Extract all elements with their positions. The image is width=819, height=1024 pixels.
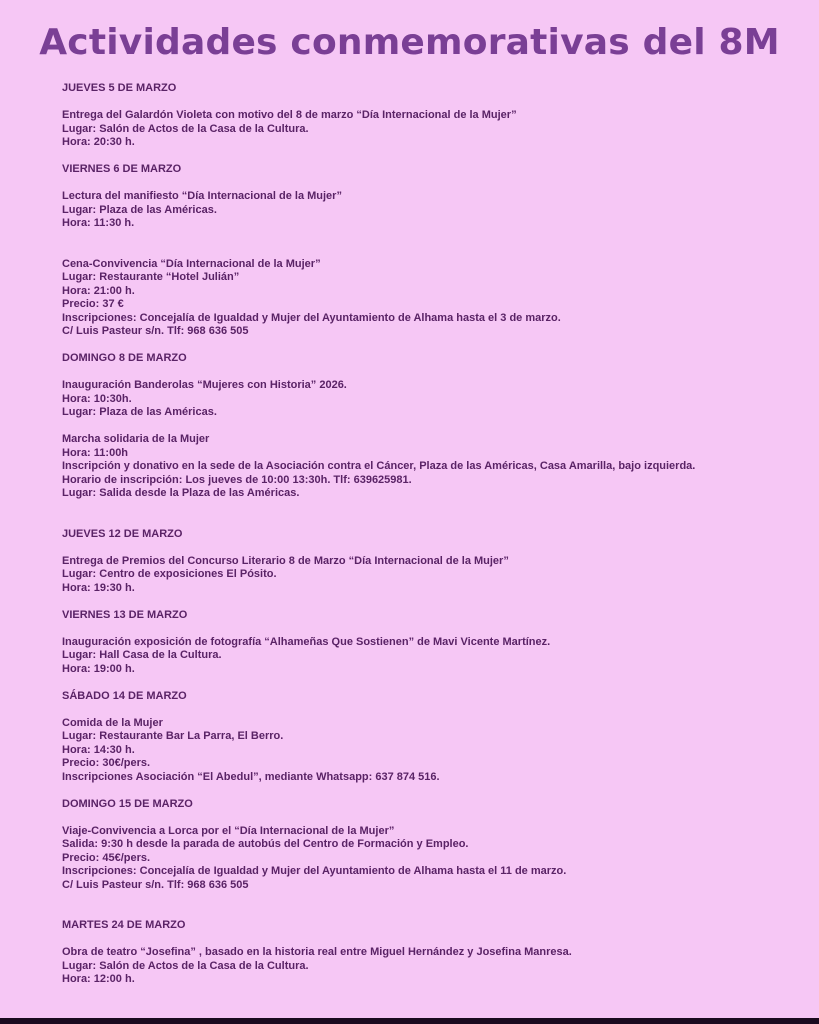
event-detail: Lugar: Hall Casa de la Cultura.: [62, 649, 222, 661]
event-detail: Hora: 19:30 h.: [62, 581, 135, 594]
event-title: Entrega de Premios del Concurso Literario 8 de Marzo “Día Internacional de la Mujer”: [62, 554, 509, 567]
event-detail: Hora: 10:30h.: [62, 392, 132, 405]
event-detail: Hora: 21:00 h.: [62, 284, 135, 297]
event-title: Viaje-Convivencia a Lorca por el “Día Internacional de la Mujer”: [62, 824, 395, 837]
event-title: Inauguración exposición de fotografía “Alhameñas Que Sostienen” de Mavi Vicente Martínez.: [62, 635, 551, 648]
event-detail: Precio: 37 €: [62, 298, 124, 310]
event-detail: Lugar: Salón de Actos de la Casa de la Cultura.: [62, 122, 309, 135]
event-title: Comida de la Mujer: [62, 716, 163, 729]
event-block: [62, 190, 802, 231]
event-detail: Lugar: Restaurante “Hotel Julián”: [62, 271, 240, 283]
event-title: Inauguración Banderolas “Mujeres con Historia” 2026.: [62, 379, 347, 391]
event-block: [62, 109, 802, 150]
event-block: [62, 717, 802, 785]
event-detail: Hora: 19:00 h.: [62, 662, 135, 675]
day-heading: JUEVES 12 DE MARZO: [62, 527, 183, 540]
bottom-divider: [0, 1018, 819, 1024]
day-section: [62, 352, 802, 501]
event-block: [62, 825, 802, 893]
day-heading: DOMINGO 8 DE MARZO: [62, 352, 187, 364]
day-heading: VIERNES 13 DE MARZO: [62, 608, 188, 621]
event-detail: Hora: 12:00 h.: [62, 973, 135, 985]
event-title: Cena-Convivencia “Día Internacional de la Mujer”: [62, 257, 321, 270]
day-section: [62, 690, 802, 785]
event-detail: Precio: 30€/pers.: [62, 757, 151, 769]
event-block: [62, 555, 802, 596]
event-block: [62, 636, 802, 677]
event-detail: Hora: 11:30 h.: [62, 217, 135, 229]
event-block: [62, 433, 802, 501]
event-detail: Lugar: Salón de Actos de la Casa de la Cultura.: [62, 959, 309, 972]
day-section: [62, 163, 802, 339]
event-detail: C/ Luis Pasteur s/n. Tlf: 968 636 505: [62, 878, 249, 891]
event-detail: Inscripciones: Concejalía de Igualdad y Mujer del Ayuntamiento de Alhama hasta el 11 de marzo.: [62, 865, 567, 877]
event-title: Lectura del manifiesto “Día Internacional de la Mujer”: [62, 190, 342, 202]
day-section: [62, 609, 802, 677]
event-detail: Inscripciones Asociación “El Abedul”, mediante Whatsapp: 637 874 516.: [62, 770, 440, 783]
day-section: [62, 919, 802, 987]
event-detail: Horario de inscripción: Los jueves de 10:00 13:30h. Tlf: 639625981.: [62, 473, 412, 486]
event-detail: Lugar: Plaza de las Américas.: [62, 203, 217, 216]
events-list: [62, 82, 802, 1000]
event-title: Obra de teatro “Josefina” , basado en la historia real entre Miguel Hernández y Josefina Manresa.: [62, 946, 572, 958]
event-block: [62, 258, 802, 339]
event-block: [62, 946, 802, 987]
day-section: [62, 82, 802, 150]
event-detail: C/ Luis Pasteur s/n. Tlf: 968 636 505: [62, 325, 249, 337]
event-detail: Hora: 11:00h: [62, 446, 129, 459]
event-title: Entrega del Galardón Violeta con motivo del 8 de marzo “Día Internacional de la Mujer”: [62, 109, 517, 121]
day-heading: VIERNES 6 DE MARZO: [62, 163, 182, 175]
event-detail: Inscripciones: Concejalía de Igualdad y Mujer del Ayuntamiento de Alhama hasta el 3 de marzo.: [62, 311, 561, 324]
event-detail: Lugar: Plaza de las Américas.: [62, 406, 217, 418]
event-detail: Hora: 20:30 h.: [62, 136, 135, 148]
event-detail: Lugar: Salida desde la Plaza de las Américas.: [62, 487, 300, 499]
event-title: Marcha solidaria de la Mujer: [62, 433, 210, 445]
event-detail: Salida: 9:30 h desde la parada de autobús del Centro de Formación y Empleo.: [62, 838, 469, 850]
event-detail: Inscripción y donativo en la sede de la Asociación contra el Cáncer, Plaza de las Américas, Casa Amarilla, bajo izquierda.: [62, 460, 696, 472]
day-heading: JUEVES 5 DE MARZO: [62, 82, 177, 94]
day-heading: MARTES 24 DE MARZO: [62, 919, 186, 931]
page-title: Actividades conmemorativas del 8M: [39, 22, 780, 63]
event-detail: Precio: 45€/pers.: [62, 851, 151, 864]
day-heading: DOMINGO 15 DE MARZO: [62, 797, 193, 810]
day-section: [62, 528, 802, 596]
event-detail: Hora: 14:30 h.: [62, 743, 135, 756]
event-block: [62, 379, 802, 420]
event-detail: Lugar: Centro de exposiciones El Pósito.: [62, 568, 277, 580]
day-section: [62, 798, 802, 893]
day-heading: SÁBADO 14 DE MARZO: [62, 689, 187, 702]
event-detail: Lugar: Restaurante Bar La Parra, El Berro.: [62, 730, 284, 742]
